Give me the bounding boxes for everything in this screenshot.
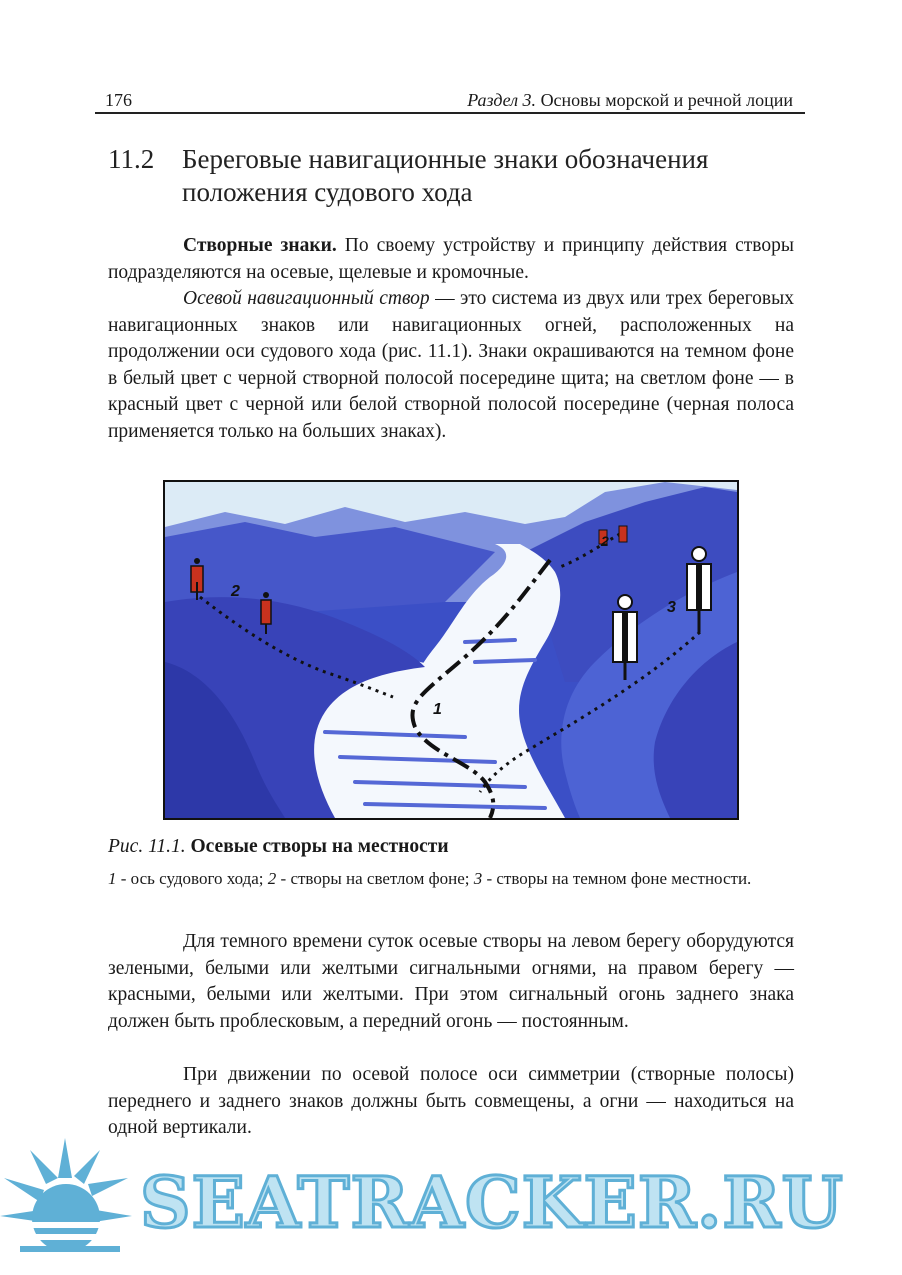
figure-legend	[108, 866, 796, 891]
paragraph-3	[108, 929, 794, 1035]
paragraph-4	[108, 1062, 794, 1142]
figure-label-2-right: 2	[601, 533, 609, 549]
figure-illustration	[165, 482, 737, 818]
legend-num-3: 3	[473, 869, 483, 888]
paragraph-4-text: При движении по осевой полосе оси симметрии (створные полосы) переднего и заднего знаков должны быть совмещены, а огни — находиться на одной вертикали.	[108, 1064, 794, 1139]
caption-prefix: Рис. 11.1.	[108, 836, 186, 857]
running-title	[467, 88, 793, 112]
figure-label-1: 1	[433, 701, 442, 718]
watermark	[0, 1138, 902, 1275]
legend-num-2: 2	[267, 869, 277, 888]
paragraph-1-text: По своему устройству и принципу действия створы подразделяются на осевые, щелевые и кромочные.	[108, 235, 794, 283]
page-number: 176	[105, 90, 132, 110]
figure-label-3: 3	[667, 599, 676, 616]
legend-text-3: - створы на темном фоне местности.	[482, 869, 752, 888]
paragraph-1	[108, 233, 794, 286]
section-number: 11.2	[108, 144, 155, 174]
running-header	[95, 88, 805, 114]
legend-text-1: - ось судового хода;	[116, 869, 268, 888]
paragraph-3-text: Для темного времени суток осевые створы на левом берегу оборудуются зелеными, белыми или желтыми сигнальными огнями, на правом берегу — красными, белыми или желтыми. При этом сигнальный огонь заднего знака должен быть проблесковым, а передний огонь — постоянным.	[108, 931, 794, 1032]
watermark-text: SEATRACKER.RU	[140, 1161, 844, 1244]
paragraph-1-lead: Створные знаки.	[183, 235, 337, 256]
paragraph-2	[108, 286, 794, 446]
running-section-name: Основы морской и речной лоции	[536, 90, 793, 110]
running-section-prefix: Раздел 3.	[467, 90, 537, 110]
legend-text-2: - створы на светлом фоне;	[276, 869, 474, 888]
paragraph-2-text: — это система из двух или трех береговых навигационных знаков или навигационных огней, расположенных на продолжении оси судового хода (рис. 11.1). Знаки окрашиваются на темном фоне в белый цвет с черной створной полосой посередине щита; на светлом фоне — в красный цвет с черной или белой створной полосой посередине (черная полоса применяется только на больших знаках).	[108, 288, 794, 442]
paragraph-2-term: Осевой навигационный створ	[183, 288, 430, 309]
section-title: Береговые навигационные знаки обозначения положения судового хода	[182, 144, 709, 207]
figure-11-1	[163, 480, 739, 820]
figure-caption	[108, 834, 798, 860]
figure-label-2-left: 2	[231, 583, 240, 600]
caption-title: Осевые створы на местности	[185, 836, 449, 857]
legend-num-1: 1	[108, 869, 117, 888]
sun-logo-icon	[0, 1138, 140, 1275]
